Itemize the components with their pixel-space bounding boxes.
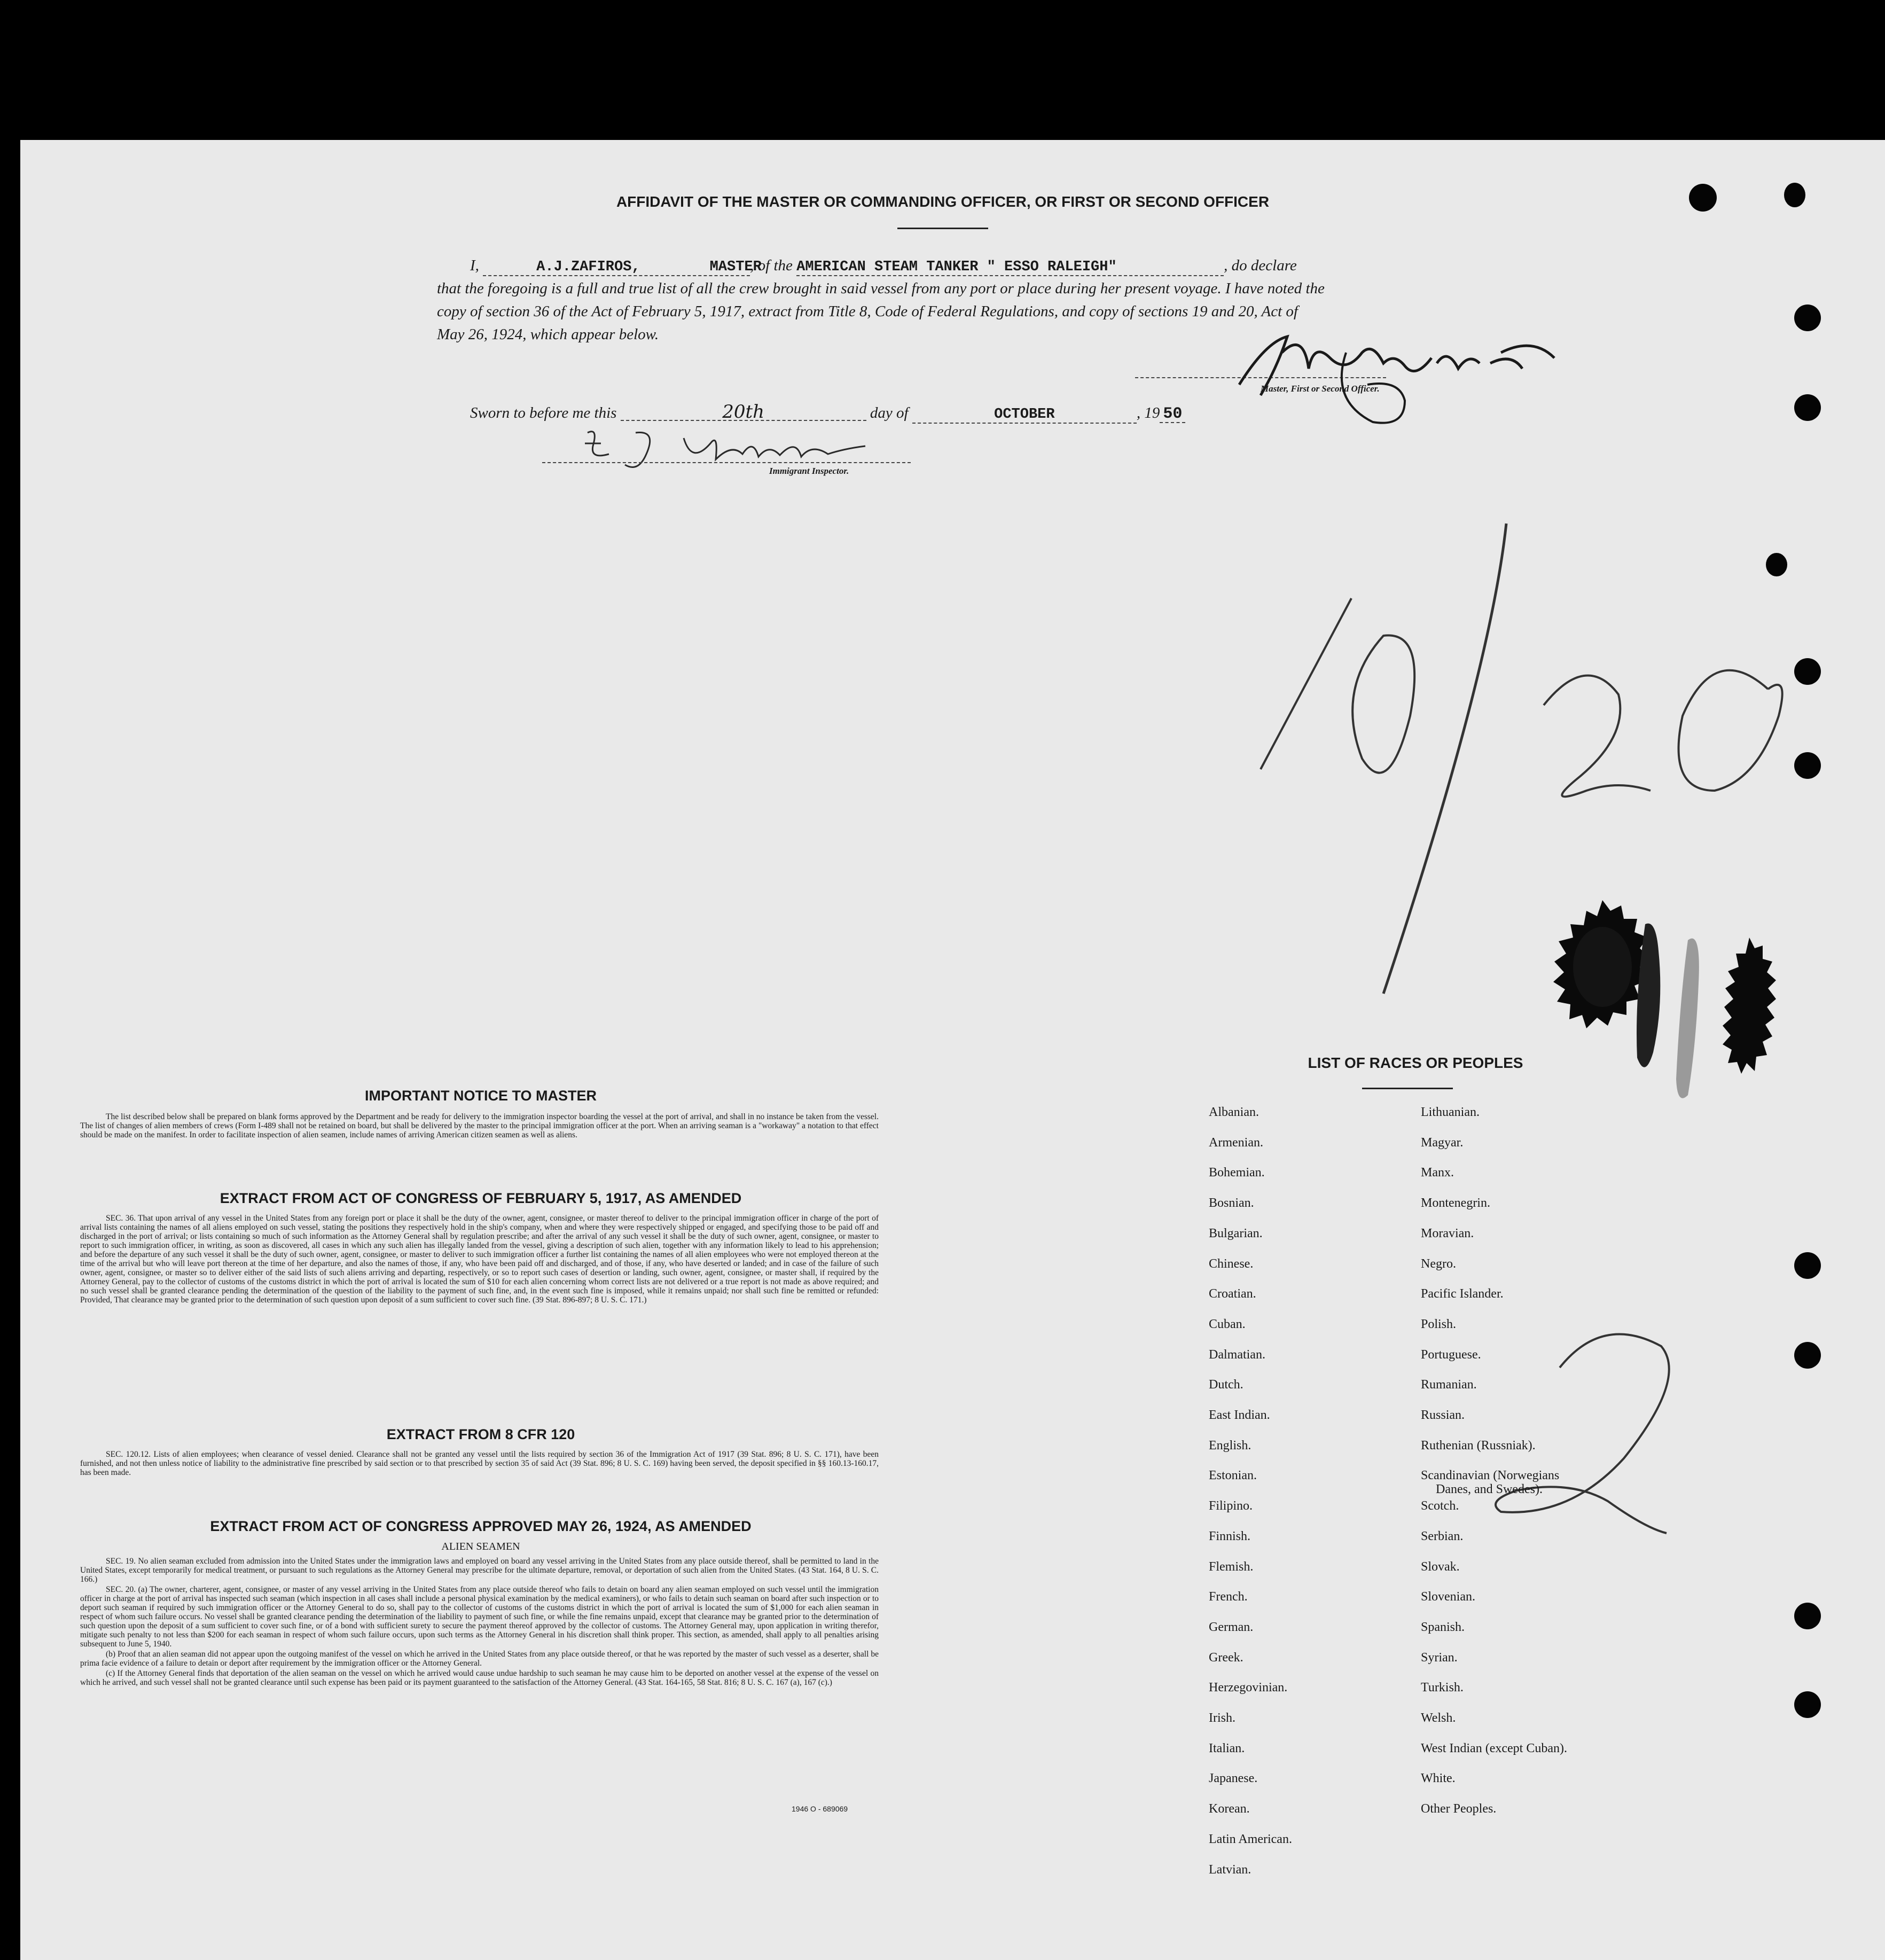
extract8cfr-title: EXTRACT FROM 8 CFR 120 <box>386 1426 575 1442</box>
race-item: Albanian. <box>1209 1105 1259 1119</box>
notice-paragraph: The list described below shall be prepared on blank forms approved by the Department and be ready for delivery to the immigration inspector boarding the vessel at the port of arrival, and shall in no instance be taken from the vessel. The list of changes of alien members of crews (Form I-489 shall not be retained on board, but shall be delivered by the master to the principal immigration officer at the port. When an arriving seaman is a "workaway" a notation to that effect should be made on the manifest. In order to facilitate inspection of alien seamen, include names of arriving American citizen seamen as well as aliens. <box>80 1112 879 1139</box>
extract1917-title: EXTRACT FROM ACT OF CONGRESS OF FEBRUARY 5, 1917, AS AMENDED <box>220 1190 742 1206</box>
race-item: Greek. <box>1209 1650 1243 1665</box>
race-item: Welsh. <box>1421 1711 1456 1725</box>
race-item: German. <box>1209 1620 1254 1634</box>
extract8cfr-body <box>80 1450 879 1478</box>
race-item: Dutch. <box>1209 1378 1243 1392</box>
sworn-day-field <box>621 401 866 423</box>
race-item: Bosnian. <box>1209 1196 1254 1211</box>
race-item: Negro. <box>1421 1256 1456 1271</box>
race-item: Scotch. <box>1421 1499 1459 1513</box>
race-item: Flemish. <box>1209 1559 1254 1574</box>
day-of-label: day of <box>870 404 909 421</box>
sworn-month-field <box>912 407 1137 424</box>
declaration-line-2: that the foregoing is a full and true list of all the crew brought in said vessel from any port or place during her present voyage. I have noted the <box>437 280 1325 297</box>
extract1924-body <box>80 1557 879 1688</box>
binder-hole <box>1794 1342 1821 1369</box>
race-item: Cuban. <box>1209 1317 1246 1331</box>
race-item: Serbian. <box>1421 1529 1464 1543</box>
race-item: Rumanian. <box>1421 1378 1477 1392</box>
vessel-value: AMERICAN STEAM TANKER " ESSO RALEIGH" <box>796 259 1117 275</box>
master-name-value: A.J.ZAFIROS, <box>536 259 640 275</box>
master-name-field <box>483 259 762 276</box>
binder-hole <box>1794 1603 1821 1629</box>
race-item: Polish. <box>1421 1317 1457 1331</box>
race-item: Armenian. <box>1209 1135 1263 1150</box>
race-item: Irish. <box>1209 1711 1235 1725</box>
notice-title: IMPORTANT NOTICE TO MASTER <box>365 1088 597 1104</box>
year-prefix: , 19 <box>1136 404 1160 421</box>
race-item: Moravian. <box>1421 1226 1474 1240</box>
binder-hole <box>1794 1252 1821 1279</box>
race-item: Russian. <box>1421 1408 1465 1422</box>
race-item: Danes, and Swedes). <box>1436 1482 1543 1496</box>
extract1924-paragraph: SEC. 19. No alien seaman excluded from admission into the United States under the immigration laws and employed on board any vessel arriving in the United States from any place outside thereof, shall be permitted to land in the United States, except temporarily for medical treatment, or pursuant to such regulations as the Attorney General may prescribe for the ultimate departure, removal, or deportation of such alien from the United States. (43 Stat. 164, 8 U. S. C. 166.) <box>80 1557 879 1584</box>
do-declare-label: , do declare <box>1224 257 1297 274</box>
of-the-label: , of the <box>750 257 793 274</box>
declaration-line-3: copy of section 36 of the Act of February 5, 1917, extract from Title 8, Code of Federal Regulations, and copy of sections 19 and 20, Act of <box>437 303 1298 320</box>
handwritten-page-mark <box>1485 1325 1688 1549</box>
race-item: Filipino. <box>1209 1499 1253 1513</box>
race-item: Chinese. <box>1209 1256 1254 1271</box>
race-item: Lithuanian. <box>1421 1105 1480 1119</box>
i-label: I, <box>470 257 479 274</box>
races-title: LIST OF RACES OR PEOPLES <box>1308 1055 1523 1071</box>
race-item: Italian. <box>1209 1741 1245 1755</box>
race-item: Portuguese. <box>1421 1347 1481 1362</box>
binder-hole <box>1794 304 1821 331</box>
declaration-line-4: May 26, 1924, which appear below. <box>437 326 659 343</box>
binder-hole <box>1794 394 1821 421</box>
sworn-month-value: OCTOBER <box>994 407 1055 423</box>
extract1924-paragraph: SEC. 20. (a) The owner, charterer, agent, consignee, or master of any vessel arriving in the United States from any place outside thereof who fails to detain on board any alien seaman employed on such vessel until the immigration officer in charge at the port of arrival has inspected such seaman (which inspection in all cases shall include a personal physical examination by the medical examiners), or who fails to detain such seaman on board after such inspection or to deport such seaman if required by such immigration officer or the Attorney General to do so, shall pay to the collector of customs of the customs district in which the port of arrival is located the sum of $1,000 for each alien seaman in respect of whom such failure occurs. No vessel shall be granted clearance pending the determination of the liability to payment of such fine, or while the fine remains unpaid, except that clearance may be granted prior to the determination of such question upon the deposit of a sum sufficient to cover such fine, or of a bond with sufficient surety to secure the payment thereof approved by the collector of customs. The Attorney General may, upon application in writing therefor, mitigate such penalty to not less than $200 for each seaman in respect of whom such failure occurs, upon such terms as the Attorney General in his discretion shall think proper. This section, as amended, shall apply to all penalties arising subsequent to June 5, 1940. <box>80 1585 879 1649</box>
race-item: French. <box>1209 1590 1248 1604</box>
sworn-year-field <box>1160 406 1185 423</box>
sworn-label: Sworn to before me this <box>470 404 617 421</box>
race-item: Other Peoples. <box>1421 1802 1497 1816</box>
master-signature <box>1223 321 1565 433</box>
race-item: Manx. <box>1421 1166 1454 1180</box>
extract8cfr-paragraph: SEC. 120.12. Lists of alien employees; when clearance of vessel denied. Clearance shall not be granted any vessel until the lists required by section 36 of the Immigration Act of 1917 (39 Stat. 896; 8 U. S. C. 171), have been furnished, and not then unless notice of liability to the administrative fine prescribed by said section or to that prescribed by section 35 of said Act (39 Stat. 896; 8 U. S. C. 169) having been served, the deposit specified in §§ 160.13-160.17, has been made. <box>80 1450 879 1477</box>
binder-hole <box>1784 183 1805 207</box>
sworn-day-value: 20th <box>722 401 765 423</box>
race-item: West Indian (except Cuban). <box>1421 1741 1567 1755</box>
race-item: Bulgarian. <box>1209 1226 1263 1240</box>
race-item: Spanish. <box>1421 1620 1465 1634</box>
race-item: Scandinavian (Norwegians <box>1421 1469 1560 1483</box>
race-item: Montenegrin. <box>1421 1196 1490 1211</box>
race-item: Herzegovinian. <box>1209 1681 1288 1695</box>
extract1924-title: EXTRACT FROM ACT OF CONGRESS APPROVED MAY 26, 1924, AS AMENDED <box>210 1518 752 1534</box>
handwritten-date-mark <box>1245 513 1811 1036</box>
signature-caption: Master, First or Second Officer. <box>1261 384 1380 394</box>
inspector-caption: Immigrant Inspector. <box>769 466 849 476</box>
race-item: Latvian. <box>1209 1862 1252 1877</box>
race-item: Turkish. <box>1421 1681 1464 1695</box>
race-item: East Indian. <box>1209 1408 1270 1422</box>
races-title-rule <box>1362 1088 1453 1089</box>
race-item: English. <box>1209 1438 1252 1453</box>
print-code: 1946 O - 689069 <box>792 1805 848 1813</box>
declaration-line-1 <box>437 254 1457 277</box>
race-item: Magyar. <box>1421 1135 1464 1150</box>
extract1924-paragraph: (c) If the Attorney General finds that deportation of the alien seaman on the vessel on which he arrived would cause undue hardship to such seaman he may cause him to be deported on another vessel at the expense of the vessel on which he arrived, and such vessel shall not be granted clearance until such expense has been paid or its payment guaranteed to the satisfaction of the Attorney General. (43 Stat. 164-165, 58 Stat. 816; 8 U. S. C. 167 (a), 167 (c).) <box>80 1669 879 1687</box>
notice-body <box>80 1112 879 1141</box>
inspector-signature-line <box>542 462 911 463</box>
race-item: Ruthenian (Russniak). <box>1421 1438 1536 1453</box>
extract1917-body <box>80 1214 879 1306</box>
vessel-field <box>796 259 1224 276</box>
title-rule <box>897 228 988 229</box>
race-item: Bohemian. <box>1209 1166 1265 1180</box>
race-item: Slovak. <box>1421 1559 1460 1574</box>
affidavit-title: AFFIDAVIT OF THE MASTER OR COMMANDING OFFICER, OR FIRST OR SECOND OFFICER <box>616 193 1270 210</box>
master-rank-value: MASTER <box>709 259 762 275</box>
race-item: Syrian. <box>1421 1650 1458 1665</box>
binder-hole <box>1689 184 1717 212</box>
race-item: Dalmatian. <box>1209 1347 1265 1362</box>
binder-hole <box>1794 1691 1821 1718</box>
race-item: Korean. <box>1209 1802 1250 1816</box>
race-item: Japanese. <box>1209 1771 1258 1786</box>
race-item: Latin American. <box>1209 1832 1292 1846</box>
sworn-year-value: 50 <box>1163 405 1183 423</box>
race-item: Finnish. <box>1209 1529 1251 1543</box>
race-item: Pacific Islander. <box>1421 1287 1504 1301</box>
race-item: White. <box>1421 1771 1456 1786</box>
race-item: Croatian. <box>1209 1287 1256 1301</box>
extract1924-paragraph: (b) Proof that an alien seaman did not appear upon the outgoing manifest of the vessel on which he arrived in the United States from any place outside thereof, or that he was reported by the master of such vessel as a deserter, shall be prima facie evidence of a failure to detain or deport after requirement by the immigration officer or the Attorney General. <box>80 1650 879 1668</box>
race-item: Slovenian. <box>1421 1590 1475 1604</box>
extract1917-paragraph: SEC. 36. That upon arrival of any vessel in the United States from any foreign port or place it shall be the duty of the owner, agent, consignee, or master thereof to deliver to the principal immigration officer in charge of the port of arrival lists containing the names of all aliens employed on such vessel, stating the positions they respectively hold in the ship's company, when and where they were respectively shipped or engaged, and specifying those to be paid off and discharged in the port of arrival; or lists containing so much of such information as the Attorney General shall by regulation prescribe; and after the arrival of any such vessel it shall be the duty of such owner, agent, consignee, or master to report to such immigration officer, in writing, as soon as discovered, all cases in which any such alien has illegally landed from the vessel, giving a description of such alien, together with any information likely to lead to his apprehension; and before the departure of any such vessel it shall be the duty of such owner, agent, consignee, or master to deliver to such immigration officer a further list containing the names of all alien employees who were not employed thereon at the time of the arrival but who will leave port thereon at the time of her departure, and also the names of those, if any, who have been paid off and discharged, and of those, if any, who have deserted or landed; and in case of the failure of such owner, agent, consignee, or master so to deliver either of the said lists of such aliens arriving and departing, respectively, or so to report such cases of desertion or landing, such owner, agent, consignee, or master shall, if required by the Attorney General, pay to the collector of customs of the customs district in which the port of arrival is located the sum of $10 for each alien concerning whom correct lists are not delivered or a true report is not made as above required; and no such vessel shall be granted clearance pending the determination of the question of the liability to the payment of such fine, and, in the event such fine is imposed, while it remains unpaid; nor shall such fine be remitted or refunded: Provided, That clearance may be granted prior to the determination of such question upon deposit of a sum sufficient to cover such fine. (39 Stat. 896-897; 8 U. S. C. 171.) <box>80 1214 879 1305</box>
race-item: Estonian. <box>1209 1469 1257 1483</box>
sworn-line <box>470 402 1185 425</box>
extract1924-subtitle: ALIEN SEAMEN <box>441 1541 520 1552</box>
